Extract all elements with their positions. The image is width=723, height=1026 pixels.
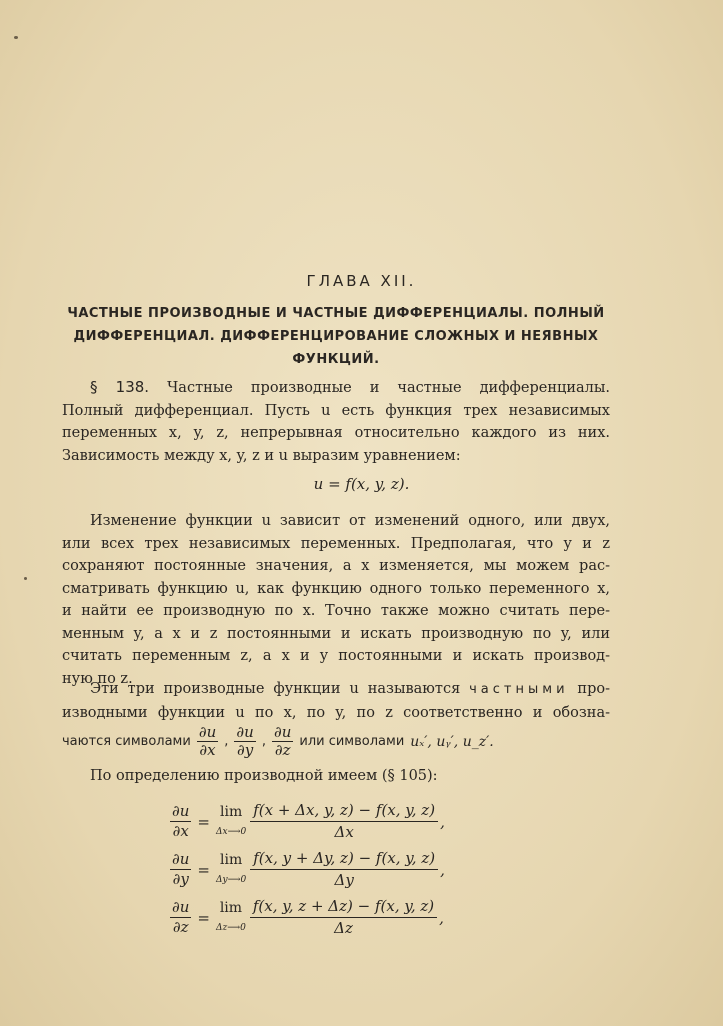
text-line: сматривать функцию u, как функцию одного только переменного x,	[62, 580, 610, 597]
symbols-line: чаются символами $\frac{\partial u}{\partial x}$ , $\frac{\partial u}{\partial y}$ , $\frac{\partial u}{\partial z}$ или символами uₓ′, uᵧ′, u_z′.	[62, 723, 494, 759]
heading-line: ЧАСТНЫЕ ПРОИЗВОДНЫЕ И ЧАСТНЫЕ ДИФФЕРЕНЦИАЛЫ. ПОЛНЫЙ	[67, 306, 605, 321]
paper-speck	[14, 36, 18, 39]
text-line: Зависимость между x, y, z и u выразим уравнением:	[62, 447, 461, 464]
text-line: сохраняют постоянные значения, а x изменяется, мы можем рас-	[62, 558, 610, 574]
text-line: Изменение функции u зависит от изменений одного, или двух,	[90, 513, 610, 529]
paragraph-partial	[62, 678, 610, 724]
text-line: § 138. Частные производные и частные дифференциалы.	[90, 378, 610, 396]
text-line: Эти три производные функции u называются частными про-	[90, 681, 610, 697]
paragraph-definition	[62, 765, 610, 788]
emphasis-term: частными	[469, 682, 569, 697]
heading-line: ДИФФЕРЕНЦИАЛ. ДИФФЕРЕНЦИРОВАНИЕ СЛОЖНЫХ И НЕЯВНЫХ	[73, 329, 599, 344]
paragraph-change	[62, 510, 610, 690]
limit-formula-x: $\frac{\partial u}{\partial x}$ = lim Δx⟶0 f(x + Δx, y, z) − f(x, y, z) Δx ,	[172, 801, 445, 841]
chapter-title: ГЛАВА XII.	[306, 272, 417, 290]
text-line: ную по z.	[62, 670, 133, 687]
paragraph-section-138	[62, 376, 610, 467]
chapter-heading	[62, 302, 610, 371]
text-line: По определению производной имеем (§ 105):	[90, 768, 438, 784]
section-number: § 138.	[90, 378, 150, 396]
heading-line: ФУНКЦИЙ.	[292, 352, 380, 367]
text-line: или всех трех независимых переменных. Предполагая, что y и z	[62, 535, 610, 552]
text-line: Полный дифференциал. Пусть u есть функция трех независимых	[62, 402, 610, 419]
symbols-suffix: uₓ′, uᵧ′, u_z′.	[410, 733, 494, 750]
partial-x-fraction: $\frac{\partial u}{\partial x}$	[198, 723, 217, 759]
partial-y-fraction: $\frac{\partial u}{\partial y}$	[236, 723, 254, 759]
symbols-prefix: чаются символами	[62, 734, 191, 749]
text-line: менным y, а x и z постоянными и искать производную по y, или	[62, 625, 610, 642]
partial-z-fraction: $\frac{\partial u}{\partial z}$	[273, 723, 292, 759]
limit-formula-z: $\frac{\partial u}{\partial z}$ = lim Δz⟶0 f(x, y, z + Δz) − f(x, y, z) Δz ,	[172, 897, 444, 937]
text-line: и найти ее производную по x. Точно также можно считать пере-	[62, 603, 610, 619]
text-line: изводными функции u по x, по y, по z соответственно и обозна-	[62, 704, 610, 721]
text-line: переменных x, y, z, непрерывная относительно каждого из них.	[62, 425, 610, 441]
paper-speck	[24, 577, 27, 580]
text-line: считать переменным z, а x и y постоянными и искать производ-	[62, 648, 610, 664]
limit-formula-y: $\frac{\partial u}{\partial y}$ = lim Δy⟶0 f(x, y + Δy, z) − f(x, y, z) Δy ,	[172, 849, 445, 889]
symbols-middle: или символами	[299, 734, 405, 749]
function-equation: u = f(x, y, z).	[313, 475, 410, 493]
